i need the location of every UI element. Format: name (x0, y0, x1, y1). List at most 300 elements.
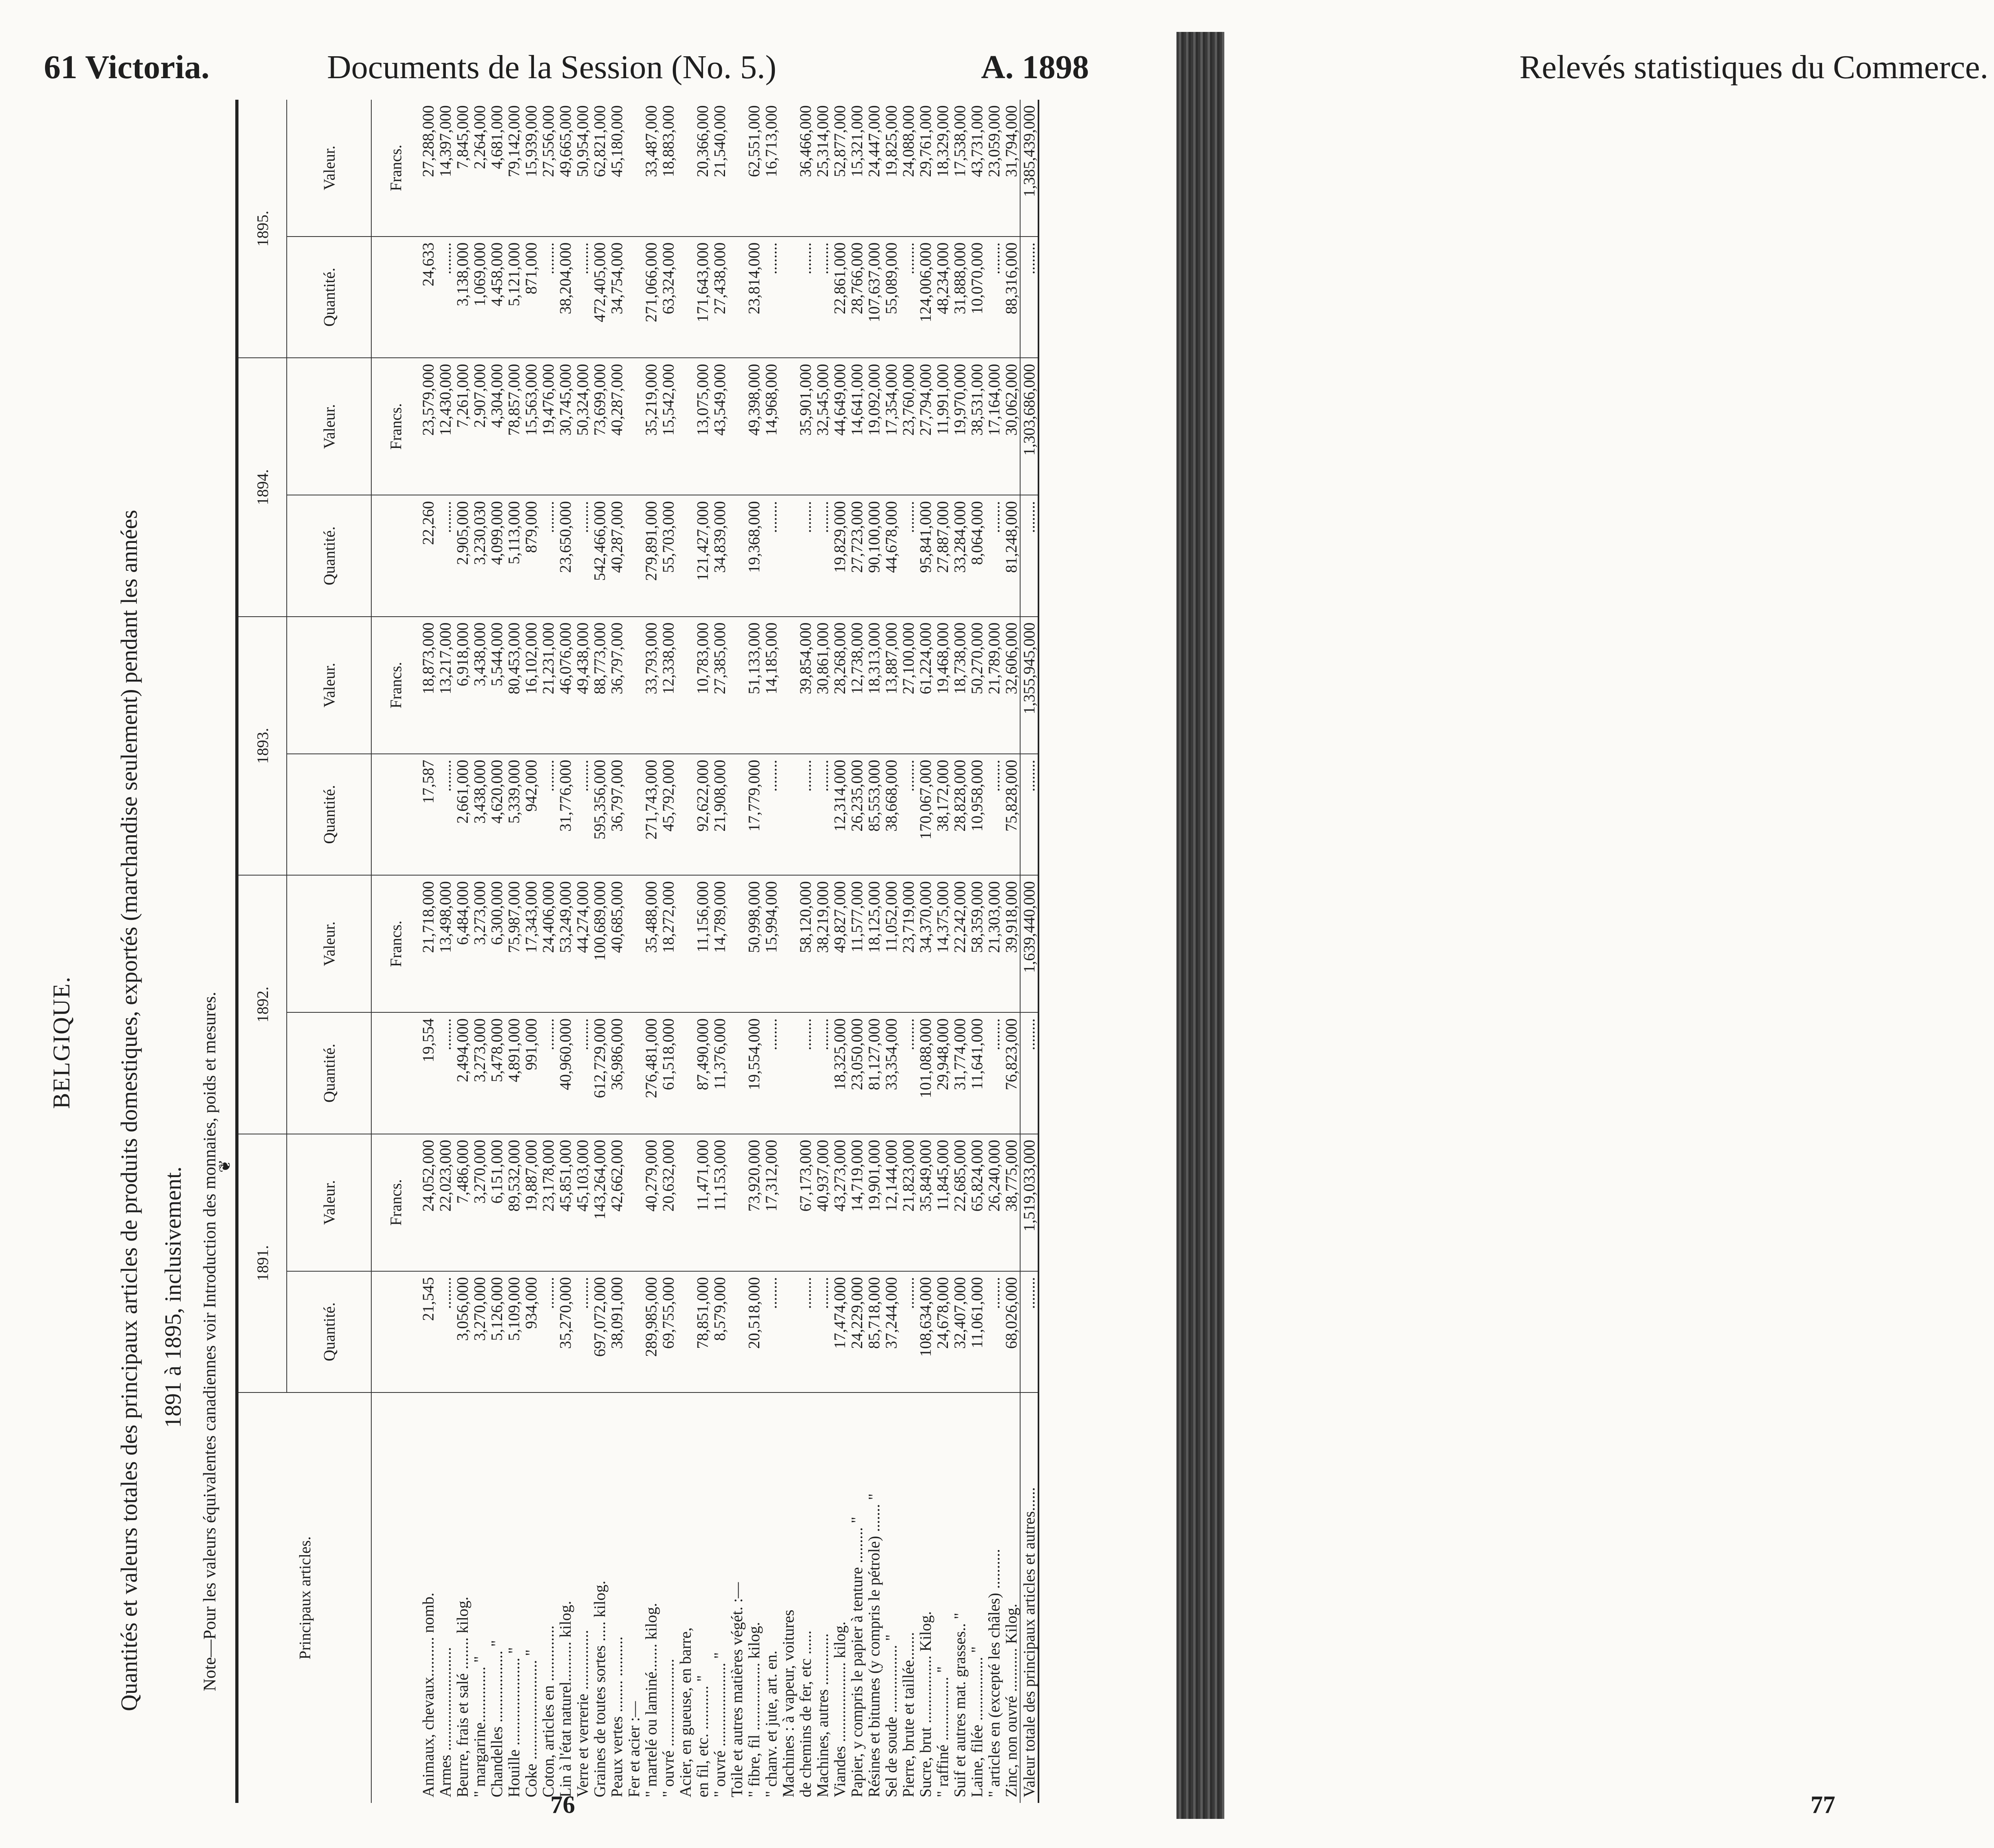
value-cell: 2,264,000 (471, 100, 488, 237)
quantity-cell: 2,905,000 (454, 495, 471, 616)
quantity-cell: 27,887,000 (934, 495, 951, 616)
quantity-cell: 17,474,000 (831, 1271, 848, 1392)
year-header: 1895. (237, 100, 287, 358)
article-name: Fer et acier :— (625, 1701, 643, 1797)
quantity-cell: 279,891,000 (642, 495, 660, 616)
currency-label: Francs. (371, 1134, 420, 1271)
value-cell: 75,987,000 (505, 875, 522, 1012)
statistics-table-container (235, 100, 1113, 1803)
quantity-cell: 34,754,000 (608, 237, 625, 358)
table-row (660, 100, 677, 1803)
value-cell: 11,156,000 (694, 875, 711, 1012)
quantity-cell: 37,244,000 (883, 1271, 900, 1392)
quantity-cell: 34,839,000 (711, 495, 728, 616)
value-cell: 143,264,000 (591, 1134, 608, 1271)
quantity-cell (677, 495, 694, 616)
quantity-cell: ........ (574, 495, 591, 616)
quantity-cell: 22,861,000 (831, 237, 848, 358)
quantity-cell (677, 237, 694, 358)
value-header: Valeur. (287, 358, 371, 495)
value-cell: 2,907,000 (471, 358, 488, 495)
article-name: Chandelles .................. " (488, 1640, 506, 1797)
table-row (763, 100, 780, 1803)
value-cell: 22,023,000 (437, 1134, 454, 1271)
quantity-cell (625, 1012, 642, 1134)
value-cell: 35,901,000 (797, 358, 814, 495)
quantity-cell: ........ (763, 495, 780, 616)
quantity-cell (625, 495, 642, 616)
quantity-cell: 24,229,000 (848, 1271, 865, 1392)
value-cell: 11,845,000 (934, 1134, 951, 1271)
value-cell: 38,219,000 (814, 875, 831, 1012)
article-name: Toile et autres matières végét. :— (728, 1582, 746, 1797)
quantity-cell: 29,948,000 (934, 1012, 951, 1134)
currency-label: Francs. (371, 358, 420, 495)
value-cell: 30,062,000 (1003, 358, 1020, 495)
article-name: Verre et verrerie ............... (573, 1630, 591, 1797)
value-cell: 6,918,000 (454, 617, 471, 754)
value-cell: 18,873,000 (420, 617, 437, 754)
value-cell (625, 617, 642, 754)
value-cell: 49,398,000 (745, 358, 763, 495)
quantity-cell: ........ (763, 237, 780, 358)
value-cell: 23,760,000 (900, 358, 917, 495)
quantity-cell: 5,113,000 (505, 495, 522, 616)
quantity-cell: 5,121,000 (505, 237, 522, 358)
table-row (591, 100, 608, 1803)
table-row (488, 100, 505, 1803)
quantity-cell: ........ (797, 1271, 814, 1392)
quantity-cell: ........ (814, 1012, 831, 1134)
value-cell: 18,125,000 (865, 875, 883, 1012)
quantity-cell: 48,234,000 (934, 237, 951, 358)
value-cell (677, 875, 694, 1012)
quantity-cell: 40,287,000 (608, 495, 625, 616)
table-row (797, 100, 814, 1803)
value-cell: 80,453,000 (505, 617, 522, 754)
article-name: Graines de toutes sortes ..... kilog. (591, 1580, 609, 1797)
value-cell: 43,731,000 (968, 100, 985, 237)
quantity-cell: ........ (540, 1271, 557, 1392)
quantity-cell: 289,985,000 (642, 1271, 660, 1392)
value-cell: 35,849,000 (917, 1134, 934, 1271)
article-name: Papier, y compris le papier à tenture ......... " (848, 1517, 866, 1797)
quantity-cell: 124,006,000 (917, 237, 934, 358)
article-name: Houille ...................... " (505, 1647, 523, 1797)
article-name: Sucre, brut ................. Kilog. (916, 1611, 934, 1797)
value-cell: 38,775,000 (1003, 1134, 1020, 1271)
article-name: Acier, en gueuse, en barre, (676, 1627, 694, 1797)
value-cell: 25,314,000 (814, 100, 831, 237)
quantity-cell: 24,633 (420, 237, 437, 358)
quantity-cell: 23,650,000 (557, 495, 574, 616)
value-cell: 49,665,000 (557, 100, 574, 237)
total-quantity-cell: ........ (1020, 237, 1038, 358)
quantity-cell: 2,494,000 (454, 1012, 471, 1134)
year-header: 1893. (237, 617, 287, 875)
quantity-cell: 95,841,000 (917, 495, 934, 616)
quantity-header: Quantité. (287, 754, 371, 875)
value-cell (728, 100, 745, 237)
quantity-cell: 542,466,000 (591, 495, 608, 616)
quantity-cell: 17,587 (420, 754, 437, 875)
quantity-cell: 18,325,000 (831, 1012, 848, 1134)
value-cell: 33,487,000 (642, 100, 660, 237)
value-cell: 29,761,000 (917, 100, 934, 237)
value-cell: 12,144,000 (883, 1134, 900, 1271)
quantity-header: Quantité. (287, 1012, 371, 1134)
value-cell (625, 875, 642, 1012)
table-row (437, 100, 454, 1803)
value-cell: 39,854,000 (797, 617, 814, 754)
value-cell: 11,471,000 (694, 1134, 711, 1271)
quantity-header: Quantité. (287, 237, 371, 358)
value-cell: 14,719,000 (848, 1134, 865, 1271)
quantity-cell: 12,314,000 (831, 754, 848, 875)
page-number-left: 76 (550, 1791, 575, 1818)
quantity-cell (780, 754, 797, 875)
quantity-cell: ........ (763, 1012, 780, 1134)
table-row (865, 100, 883, 1803)
quantity-cell (780, 237, 797, 358)
quantity-cell: 108,634,000 (917, 1271, 934, 1392)
total-row (1020, 100, 1038, 1803)
value-cell: 24,406,000 (540, 875, 557, 1012)
value-cell: 78,857,000 (505, 358, 522, 495)
value-cell: 42,662,000 (608, 1134, 625, 1271)
value-cell: 23,059,000 (985, 100, 1003, 237)
value-cell: 36,797,000 (608, 617, 625, 754)
value-cell: 45,103,000 (574, 1134, 591, 1271)
header-middle: Documents de la Session (No. 5.) (327, 49, 776, 86)
quantity-cell: ........ (985, 1012, 1003, 1134)
quantity-cell: 10,070,000 (968, 237, 985, 358)
quantity-cell: ........ (797, 237, 814, 358)
table-note: Note—Pour les valeurs équivalentes canadiennes voir Introduction des monnaies, poids et mesures. (200, 992, 219, 1691)
article-name: " ouvré ...................... (659, 1659, 677, 1797)
value-cell: 62,551,000 (745, 100, 763, 237)
value-cell: 39,918,000 (1003, 875, 1020, 1012)
value-cell: 67,173,000 (797, 1134, 814, 1271)
value-cell: 6,300,000 (488, 875, 505, 1012)
value-cell: 53,249,000 (557, 875, 574, 1012)
quantity-header: Quantité. (287, 1271, 371, 1392)
quantity-cell: 2,661,000 (454, 754, 471, 875)
value-cell: 35,219,000 (642, 358, 660, 495)
value-cell: 21,789,000 (985, 617, 1003, 754)
quantity-cell: 20,518,000 (745, 1271, 763, 1392)
articles-header: Principaux articles. (237, 1392, 371, 1803)
article-name: Machines, autres ............. (814, 1633, 831, 1797)
quantity-cell: 22,260 (420, 495, 437, 616)
value-cell: 49,827,000 (831, 875, 848, 1012)
value-cell: 50,954,000 (574, 100, 591, 237)
table-row (557, 100, 574, 1803)
year-header: 1892. (237, 875, 287, 1134)
quantity-cell (728, 754, 745, 875)
table-row (540, 100, 557, 1803)
quantity-cell: 27,438,000 (711, 237, 728, 358)
value-cell: 43,549,000 (711, 358, 728, 495)
value-cell: 46,076,000 (557, 617, 574, 754)
quantity-cell: ........ (797, 495, 814, 616)
value-cell: 14,375,000 (934, 875, 951, 1012)
quantity-cell: 36,797,000 (608, 754, 625, 875)
quantity-cell: 81,127,000 (865, 1012, 883, 1134)
quantity-cell (728, 1012, 745, 1134)
value-cell (780, 358, 797, 495)
value-cell: 14,641,000 (848, 358, 865, 495)
table-row (420, 100, 437, 1803)
value-cell: 61,224,000 (917, 617, 934, 754)
value-cell: 4,681,000 (488, 100, 505, 237)
quantity-cell: ........ (985, 754, 1003, 875)
article-name: " articles en (excepté les châles) .......... (985, 1549, 1003, 1797)
quantity-cell: 21,908,000 (711, 754, 728, 875)
table-row (454, 100, 471, 1803)
quantity-cell: 5,478,000 (488, 1012, 505, 1134)
value-header: Valeur. (287, 100, 371, 237)
value-cell: 18,883,000 (660, 100, 677, 237)
article-name: Résines et bitumes (y compris le pétrole) ....... " (865, 1493, 883, 1797)
quantity-cell: 28,766,000 (848, 237, 865, 358)
value-cell: 23,579,000 (420, 358, 437, 495)
currency-label: Francs. (371, 100, 420, 237)
value-cell: 51,133,000 (745, 617, 763, 754)
total-value-cell: 1,385,439,000 (1020, 100, 1038, 237)
value-cell: 58,359,000 (968, 875, 985, 1012)
currency-label: Francs. (371, 617, 420, 754)
value-cell: 65,824,000 (968, 1134, 985, 1271)
value-cell (780, 617, 797, 754)
quantity-cell (780, 495, 797, 616)
quantity-cell (677, 754, 694, 875)
table-row (814, 100, 831, 1803)
quantity-cell: 3,138,000 (454, 237, 471, 358)
total-quantity-cell: ........ (1020, 1271, 1038, 1392)
value-cell: 21,823,000 (900, 1134, 917, 1271)
value-cell: 24,052,000 (420, 1134, 437, 1271)
quantity-cell: ........ (900, 1012, 917, 1134)
value-cell: 50,270,000 (968, 617, 985, 754)
quantity-cell: 31,774,000 (951, 1012, 968, 1134)
value-cell: 12,430,000 (437, 358, 454, 495)
value-cell (677, 1134, 694, 1271)
value-cell: 45,851,000 (557, 1134, 574, 1271)
quantity-cell: 45,792,000 (660, 754, 677, 875)
article-name: Peaux vertes ........ .......... (608, 1636, 626, 1797)
quantity-cell: 85,718,000 (865, 1271, 883, 1392)
article-name: Lin à l'état naturel.......... kilog. (556, 1601, 574, 1797)
unit-blank (371, 754, 420, 875)
quantity-cell: 68,026,000 (1003, 1271, 1020, 1392)
value-cell: 32,606,000 (1003, 617, 1020, 754)
quantity-cell: 81,248,000 (1003, 495, 1020, 616)
article-name: Pierre, brute et taillée....... (899, 1632, 917, 1797)
value-cell: 18,738,000 (951, 617, 968, 754)
quantity-cell: 8,579,000 (711, 1271, 728, 1392)
value-cell (677, 100, 694, 237)
quantity-cell: 92,622,000 (694, 754, 711, 875)
table-row (728, 100, 745, 1803)
value-cell: 3,273,000 (471, 875, 488, 1012)
quantity-cell: 36,986,000 (608, 1012, 625, 1134)
value-cell (625, 100, 642, 237)
table-row (985, 100, 1003, 1803)
page-number-right: 77 (1811, 1791, 1835, 1818)
value-cell (625, 358, 642, 495)
value-cell: 21,231,000 (540, 617, 557, 754)
article-name: " margarine.............. " (471, 1656, 489, 1797)
quantity-cell: 942,000 (522, 754, 540, 875)
total-value-cell: 1,303,686,000 (1020, 358, 1038, 495)
value-cell (677, 358, 694, 495)
quantity-cell: 4,458,000 (488, 237, 505, 358)
unit-blank (371, 237, 420, 358)
value-cell: 45,180,000 (608, 100, 625, 237)
article-name: Laine, filée ................ " (968, 1646, 986, 1797)
value-cell: 7,261,000 (454, 358, 471, 495)
quantity-cell: 31,888,000 (951, 237, 968, 358)
quantity-cell: ........ (437, 1012, 454, 1134)
value-cell: 43,273,000 (831, 1134, 848, 1271)
quantity-cell: 38,091,000 (608, 1271, 625, 1392)
value-cell: 79,142,000 (505, 100, 522, 237)
unit-blank (371, 1271, 420, 1392)
value-cell (780, 100, 797, 237)
article-name: " martelé ou laminé....... kilog. (642, 1603, 660, 1797)
value-cell: 24,447,000 (865, 100, 883, 237)
table-row (780, 100, 797, 1803)
quantity-cell: 26,235,000 (848, 754, 865, 875)
value-cell: 11,052,000 (883, 875, 900, 1012)
quantity-cell: 90,100,000 (865, 495, 883, 616)
table-row (625, 100, 642, 1803)
value-cell: 17,312,000 (763, 1134, 780, 1271)
value-cell: 89,532,000 (505, 1134, 522, 1271)
value-cell: 27,794,000 (917, 358, 934, 495)
quantity-cell: ........ (763, 754, 780, 875)
quantity-cell: 3,056,000 (454, 1271, 471, 1392)
quantity-cell: 55,089,000 (883, 237, 900, 358)
quantity-cell: ........ (574, 754, 591, 875)
quantity-cell: 38,204,000 (557, 237, 574, 358)
value-cell: 44,649,000 (831, 358, 848, 495)
article-name: en fil, etc. ........... " (694, 1675, 711, 1797)
value-cell: 44,274,000 (574, 875, 591, 1012)
unit-row-blank (371, 1392, 420, 1803)
quantity-cell: 121,427,000 (694, 495, 711, 616)
header-left: 61 Victoria. (44, 49, 210, 86)
article-name: Viandes .................... kilog. (831, 1621, 849, 1797)
article-name: Animaux, chevaux.......... nomb. (419, 1592, 437, 1797)
quantity-cell: 3,230,030 (471, 495, 488, 616)
value-cell: 17,354,000 (883, 358, 900, 495)
quantity-cell: ........ (540, 1012, 557, 1134)
quantity-cell: 276,481,000 (642, 1012, 660, 1134)
quantity-cell (780, 1012, 797, 1134)
quantity-cell: 32,407,000 (951, 1271, 968, 1392)
quantity-cell: 27,723,000 (848, 495, 865, 616)
quantity-cell: 38,668,000 (883, 754, 900, 875)
quantity-cell: 170,067,000 (917, 754, 934, 875)
value-cell: 27,556,000 (540, 100, 557, 237)
currency-label: Francs. (371, 875, 420, 1012)
value-cell: 13,217,000 (437, 617, 454, 754)
value-cell: 40,685,000 (608, 875, 625, 1012)
value-cell: 18,272,000 (660, 875, 677, 1012)
quantity-cell: 101,088,000 (917, 1012, 934, 1134)
value-cell: 50,324,000 (574, 358, 591, 495)
quantity-cell: 31,776,000 (557, 754, 574, 875)
quantity-cell: ........ (985, 495, 1003, 616)
value-cell: 15,321,000 (848, 100, 865, 237)
quantity-cell: 85,553,000 (865, 754, 883, 875)
value-cell: 20,366,000 (694, 100, 711, 237)
article-name: Sel de soude ................. " (882, 1634, 900, 1797)
table-title-line1: Quantités et valeurs totales des principaux articles de produits domestiques, exportés (marchandise seulement) pendant les années (116, 510, 142, 1711)
value-cell: 15,542,000 (660, 358, 677, 495)
quantity-cell: ........ (574, 1271, 591, 1392)
ornament-icon: ❦ (216, 1159, 234, 1173)
table-row (694, 100, 711, 1803)
year-header-row (237, 100, 287, 1803)
quantity-cell: 40,960,000 (557, 1012, 574, 1134)
article-name: " raffiné ................ " (934, 1666, 952, 1797)
quantity-cell: 33,284,000 (951, 495, 968, 616)
value-cell (677, 617, 694, 754)
quantity-cell: 17,779,000 (745, 754, 763, 875)
value-cell: 4,304,000 (488, 358, 505, 495)
quantity-cell: 4,891,000 (505, 1012, 522, 1134)
unit-blank (371, 495, 420, 616)
page-gutter (1176, 32, 1224, 1819)
value-cell: 20,632,000 (660, 1134, 677, 1271)
value-cell: 40,287,000 (608, 358, 625, 495)
value-cell: 16,102,000 (522, 617, 540, 754)
value-cell: 3,438,000 (471, 617, 488, 754)
table-row (522, 100, 540, 1803)
unit-blank (371, 1012, 420, 1134)
value-cell: 26,240,000 (985, 1134, 1003, 1271)
quantity-cell: 3,270,000 (471, 1271, 488, 1392)
value-cell: 12,338,000 (660, 617, 677, 754)
quantity-cell (625, 237, 642, 358)
quantity-cell: 75,828,000 (1003, 754, 1020, 875)
table-row (934, 100, 951, 1803)
table-row (1003, 100, 1020, 1803)
value-cell (728, 358, 745, 495)
value-cell (625, 1134, 642, 1271)
year-header: 1894. (237, 358, 287, 616)
value-cell: 50,998,000 (745, 875, 763, 1012)
total-quantity-cell: ........ (1020, 754, 1038, 875)
value-cell (780, 875, 797, 1012)
value-cell: 19,970,000 (951, 358, 968, 495)
value-cell: 11,153,000 (711, 1134, 728, 1271)
quantity-cell: 4,099,000 (488, 495, 505, 616)
article-name: " chanv. et jute, art. en. (762, 1650, 780, 1797)
value-cell: 40,279,000 (642, 1134, 660, 1271)
article-name: Machines : à vapeur, voitures (779, 1609, 797, 1797)
article-name: " ouvré ..................... " (711, 1652, 729, 1797)
value-cell (728, 875, 745, 1012)
value-cell: 28,268,000 (831, 617, 848, 754)
value-cell: 27,288,000 (420, 100, 437, 237)
quantity-cell: 35,270,000 (557, 1271, 574, 1392)
quantity-cell: 19,829,000 (831, 495, 848, 616)
quantity-cell: ........ (900, 1271, 917, 1392)
